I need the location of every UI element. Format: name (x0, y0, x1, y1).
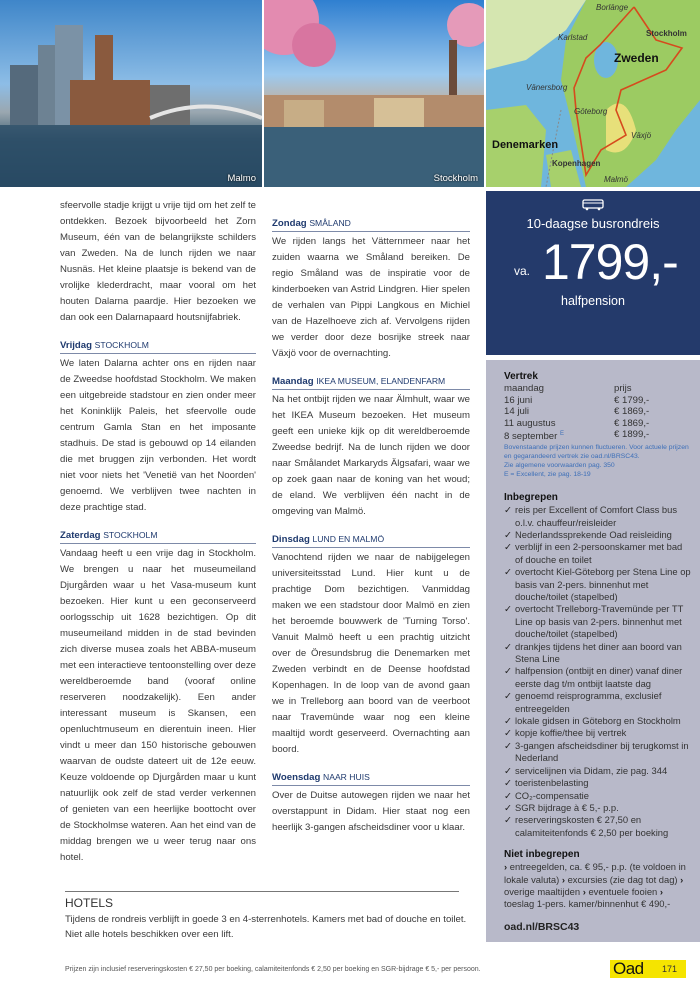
map-label: Växjö (631, 131, 652, 140)
day-place: IKEA MUSEUM, ELANDENFARM (316, 376, 446, 386)
departure-date: 14 juli (504, 406, 530, 418)
day-name: Woensdag (272, 772, 321, 783)
day-place: STOCKHOLM (94, 340, 149, 350)
map-label: Borlänge (596, 3, 629, 12)
day-section (60, 528, 256, 866)
info-box (486, 360, 700, 942)
included-list (504, 504, 692, 839)
route-map (486, 0, 700, 187)
price-note: Bovenstaande prijzen kunnen fluctueren. Voor actuele prijzen en gegarandeerd vertrek zie oad.nl/BRSC43. (504, 444, 689, 461)
excluded-item: eventuele fooien (588, 885, 658, 897)
intro-paragraph: sfeervolle stadje krijgt u vrije tijd om het zelf te ontdekken. Bezoek bijvoorbeeld het Zorn Museum, één van de belangrijkste schilders van Zweden. Na de lunch rijden we naar Nusnäs. Het kleine plaatsje is bekend van de vrolijke klederdracht, maar vooral om het houten Dalarna paardje. Hier bezoeken we dan ook een Dalarnapaard houtsnijfabriek. (60, 200, 256, 323)
excluded-item: overige maaltijden (504, 885, 581, 897)
day-place: LUND EN MALMÖ (312, 534, 385, 544)
departure-price: € 1869,- (614, 417, 650, 429)
map-label: Göteborg (574, 107, 608, 116)
map-label: Stockholm (646, 29, 687, 38)
excluded-item: excursies (zie dag tot dag) (567, 873, 678, 885)
included-item: ✓ kopje koffie/thee bij vertrek (504, 727, 692, 739)
included-item: ✓ SGR bijdrage à € 5,- p.p. (504, 802, 692, 814)
included-item: ✓ overtocht Trelleborg-Travemünde per TT Line op basis van 2-pers. binnenhut met douche/toilet (stapelbed) (504, 603, 692, 640)
day-section (272, 770, 470, 836)
included-item: ✓ verblijf in een 2-persoonskamer met bad of douche en toilet (504, 541, 692, 566)
photo-stockholm (264, 0, 484, 187)
map-label: Vänersborg (526, 83, 568, 92)
inbegrepen-title: Inbegrepen (504, 492, 558, 504)
footer-note: Prijzen zijn inclusief reserveringskosten € 27,50 per boeking, calamiteitenfonds € 2,50 per boeking en SGR-bijdrage € 5,- per persoon. (65, 966, 481, 973)
departure-price: € 1899,- (614, 429, 650, 441)
included-item: ✓ 3-gangen afscheidsdiner bij terugkomst in Nederland (504, 740, 692, 765)
departure-price: € 1799,- (614, 394, 650, 406)
day-section (272, 216, 470, 362)
hotels-title: HOTELS (65, 896, 114, 910)
day-section (60, 338, 256, 516)
map-label: Karlstad (558, 33, 588, 42)
included-item: ✓ servicelijnen via Didam, zie pag. 344 (504, 765, 692, 777)
included-item: ✓ toeristenbelasting (504, 777, 692, 789)
price-note: Zie algemene voorwaarden pag. 350 (504, 462, 615, 470)
column-2 (272, 216, 470, 848)
hotels-divider (65, 891, 459, 892)
map-label: Kopenhagen (552, 159, 601, 168)
offer-title: 10-daagse busrondreis (526, 216, 660, 231)
day-text: Vandaag heeft u een vrije dag in Stockholm. We brengen u naar het museumeiland Djurgården waar u het Vasa-museum kunt bezoeken. Hier kunt u een geconserveerd oorlogsschip uit 1628 bezichtigen. Op dit museumeiland midden in de stad bevinden zich diverse musea zoals het ABBA-museum met een interactieve tentoonstelling over deze wereldberoemde band (vooraf online reserveren noodzakelijk). Een ander interessant museum is Skansen, een openluchtmuseum en dierentuin ineen. Hier vindt u meer dan 150 historische gebouwen waarvan de oudste dateert uit de 12e eeuw. Keuze voldoende op Djurgården maar u kunt natuurlijk ook zelf de stad verder verkennen of genieten van een heerlijke boottocht over de Stockholmse wateren. Aan het eind van de middag brengen we u weer terug naar ons hotel. (60, 548, 256, 863)
departure-date: 16 juni (504, 394, 533, 406)
bus-icon (582, 199, 604, 211)
day-place: NAAR HUIS (323, 772, 370, 782)
included-item: ✓ Nederlandssprekende Oad reisleiding (504, 529, 692, 541)
included-item: ✓ halfpension (ontbijt en diner) vanaf diner eerste dag t/m ontbijt laatste dag (504, 665, 692, 690)
departure-date: 11 augustus (504, 417, 556, 429)
hotels-text: Tijdens de rondreis verblijft in goede 3 en 4-sterrenhotels. Kamers met bad of douche en toilet. Niet alle hotels beschikken over een lift. (65, 914, 467, 940)
price-box (486, 191, 700, 355)
included-item: ✓ reis per Excellent of Comfort Class bus o.l.v. chauffeur/reisleider (504, 504, 692, 529)
day-name: Vrijdag (60, 340, 92, 351)
day-place: STOCKHOLM (103, 530, 158, 540)
departure-price: € 1869,- (614, 406, 650, 418)
map-label: Zweden (614, 51, 659, 65)
logo-text: Oad (613, 959, 644, 978)
day-name: Zaterdag (60, 530, 101, 541)
price-value: 1799,- (542, 234, 678, 290)
column-header: maandag (504, 383, 545, 394)
day-section (272, 374, 470, 520)
departure-date: 8 september (504, 431, 558, 443)
day-text: We laten Dalarna achter ons en rijden naar de Zweedse hoofdstad Stockholm. We maken een uitgebreide stadstour en zien onder meer het Koninklijk Paleis, het sfeervolle oude centrum Gamla Stan en het imposante stadhuis. De stad is gebouwd op 14 eilanden die met bruggen zijn verbonden. Het wordt niet voor niets het 'Venetië van het Noorden' genoemd. We verblijven twee nachten in deze prachtige stad. (60, 358, 256, 513)
day-name: Zondag (272, 218, 307, 229)
trip-link[interactable]: oad.nl/BRSC43 (504, 920, 580, 933)
departure-table (504, 383, 692, 443)
vertrek-title: Vertrek (504, 371, 538, 382)
day-text: Na het ontbijt rijden we naar Älmhult, waar we het IKEA Museum bezoeken. Het museum geeft een unieke kijk op dit wereldberoemde Zweedse bedrijf. Na de lunch rijden we door naar Smålandet Markaryds Älgsafari, waar we op zoek gaan naar de koning van het woud; de eland. We verblijven één nacht in de omgeving van Malmö. (272, 394, 470, 517)
oad-logo (610, 960, 686, 978)
included-item: ✓ lokale gidsen in Göteborg en Stockholm (504, 715, 692, 727)
day-section (272, 532, 470, 758)
included-item: ✓ reserveringskosten € 27,50 en calamiteitenfonds € 2,50 per boeking (504, 814, 692, 839)
day-name: Dinsdag (272, 534, 310, 545)
included-item: ✓ genoemd reisprogramma, exclusief entreegelden (504, 690, 692, 715)
map-label: Malmö (604, 175, 629, 184)
photo-caption: Stockholm (433, 173, 478, 184)
column-1 (60, 198, 256, 878)
day-text: We rijden langs het Vätternmeer naar het zuiden waarna we Småland bereiken. De regio Småland was de inspiratie voor de kinderboeken van Astrid Lindgren. Hier spelen de verhalen van Pippi Langkous en Michiel van de Hazelhoeve zich af. Vervolgens rijden we verder door deze bosrijke streek naar Växjö voor de overnachting. (272, 236, 470, 359)
included-item: ✓ CO₂-compensatie (504, 790, 692, 802)
day-place: SMÅLAND (309, 218, 351, 228)
day-name: Maandag (272, 376, 314, 387)
photo-caption: Malmo (227, 173, 256, 184)
photo-malmo (0, 0, 262, 187)
column-header: prijs (614, 383, 632, 394)
day-text: Vanochtend rijden we naar de nabijgelegen universiteitsstad Lund. Hier kunt u de prachtige Dom bezichtigen. Vanmiddag maken we een stadstour door Malmö en zien het beroemde bouwwerk de 'Turning Torso'. Vanuit Malmö heeft u een prachtig uitzicht over de Öresundsbrug die Denemarken met Zweden verbindt en de Deense hoofdstad Kopenhagen. In de loop van de avond gaan we in Trelleborg aan boord van de veerboot naar Travemünde waar nog een kleine maaltijd wordt geserveerd. Overnachting aan boord. (272, 552, 470, 755)
page-number: 171 (662, 964, 678, 974)
day-text: Over de Duitse autowegen rijden we naar het overstappunt in Didam. Hier staat nog een heerlijk 3-gangen afscheidsdiner voor u klaar. (272, 790, 470, 833)
map-label: Denemarken (492, 139, 559, 151)
excellent-mark: E (560, 431, 565, 438)
included-item: ✓ drankjes tijdens het diner aan boord van Stena Line (504, 641, 692, 666)
price-note: E = Excellent, zie pag. 18-19 (504, 471, 591, 479)
excluded-list: › entreegelden, ca. € 95,- p.p. (te voldoen in lokale valuta) › excursies (zie dag tot dag) › overige maaltijden › eventuele fooien › toeslag 1-pers. kamer/binnenhut € 490,- (504, 861, 686, 910)
excluded-item: entreegelden, ca. € 95,- p.p. (te voldoen in lokale valuta) (504, 861, 686, 885)
board-type: halfpension (561, 294, 625, 308)
excluded-item: toeslag 1-pers. kamer/binnenhut € 490,- (504, 898, 671, 910)
niet-inbegrepen-title: Niet inbegrepen (504, 849, 580, 861)
included-item: ✓ overtocht Kiel-Göteborg per Stena Line op basis van 2-pers. binnenhut met douche/toilet (stapelbed) (504, 566, 692, 603)
price-prefix: va. (514, 264, 531, 278)
